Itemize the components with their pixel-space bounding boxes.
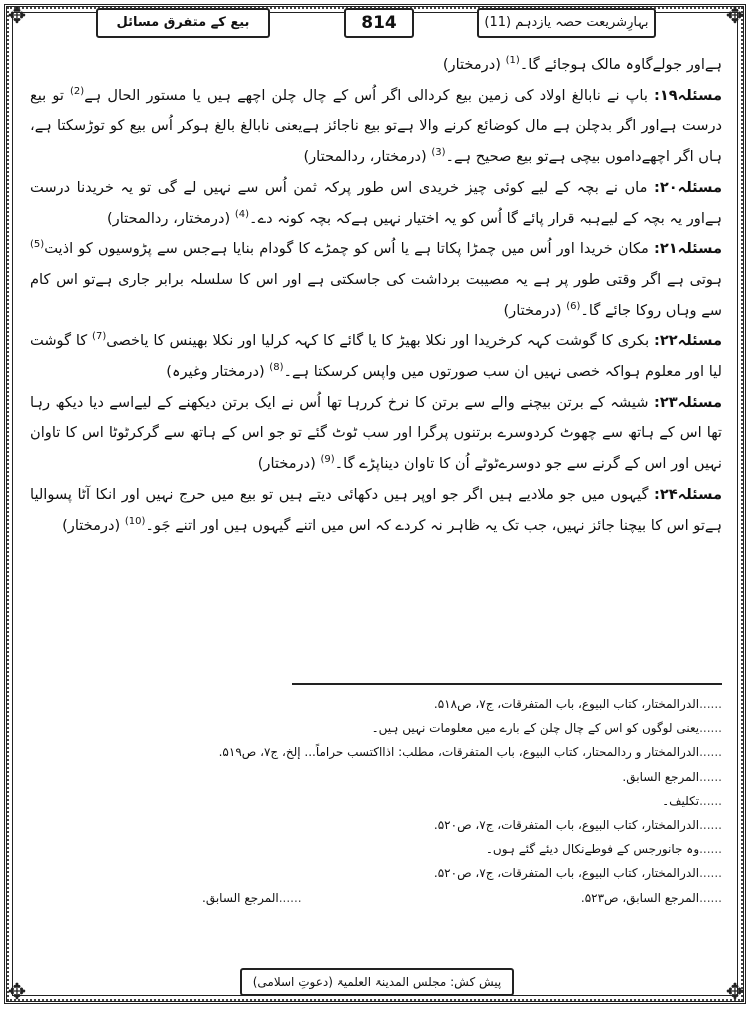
footnote: ......تکلیف۔ [662, 793, 722, 808]
footnote-row [202, 886, 722, 910]
corner-ornament-icon: ✥ [7, 4, 27, 29]
footnote-ref: (3) [431, 147, 446, 159]
corner-ornament-icon: ✥ [7, 980, 27, 1005]
masala-label: مسئلہ۲۲: [653, 332, 723, 350]
book-title: بہارِشریعت حصہ یازدہم (11) [477, 8, 656, 38]
source-citation: (درمختار) [62, 516, 121, 534]
paragraph-text: بکری کا گوشت کہہ کرخریدا اور نکلا بھیڑ کا یا گائے کا کہہ کرلیا اور نکلا بھینس کا یاخصی [106, 332, 650, 350]
main-text [30, 50, 722, 541]
masala-label: مسئلہ۲۴: [653, 485, 722, 503]
corner-ornament-icon: ✥ [725, 4, 745, 29]
publisher-footer: پیش کش: مجلس المدینۃ العلمیۃ (دعوتِ اسلامی) [240, 968, 514, 996]
footnote-ref: (10) [124, 515, 146, 527]
footnote-ref: (7) [92, 331, 107, 343]
masala-label: مسئلہ۲۱: [653, 240, 722, 258]
masala-19 [30, 81, 722, 173]
footnote: ......یعنی لوگوں کو اس کے چال چلن کے بارے میں معلومات نہیں ہیں۔ [371, 721, 722, 736]
page-header [96, 8, 656, 36]
footnote-ref: (6) [566, 300, 581, 312]
source-citation: (درمختار) [503, 301, 562, 319]
footnotes [40, 692, 722, 910]
paragraph-text: تو بیع درست ہےاور اگر بدچلن ہے مال کوضائع کرنے والا ہےتو بیع ناجائز ہےیعنی نابالغ بالغ ہوکر اُس بیع کو توڑسکتا ہے، ہاں اگر اچھےداموں بیچی ہےتو بیع صحیح ہے۔ [30, 86, 722, 166]
paragraph-text: مکان خریدا اور اُس میں چمڑا پکاتا ہے یا اُس کو چمڑے کا گودام بنایا ہےجس سے پڑوسیوں کو اذیت [44, 240, 649, 258]
footnote: ......المرجع السابق، ص۵۲۳. [580, 890, 722, 905]
masala-23 [30, 388, 722, 480]
masala-22 [30, 326, 722, 387]
source-citation: (درمختار وغیرہ) [166, 363, 265, 381]
footnote: ......الدرالمختار، کتاب البیوع، باب المتفرقات، ج۷، ص۵۲۰. [433, 818, 722, 833]
footnote-ref: (5) [30, 239, 45, 251]
footnote: ......الدرالمختار، کتاب البیوع، باب المتفرقات، ج۷، ص۵۱۸. [433, 697, 722, 711]
footnote-ref: (4) [234, 208, 250, 220]
footnote-ref: (9) [320, 454, 335, 466]
masala-20 [30, 173, 722, 234]
footnote: ......وہ جانورجس کے فوطےنکال دیئے گئے ہوں۔ [485, 842, 722, 857]
masala-label: مسئلہ۲۳: [653, 393, 723, 411]
footnote: ......الدرالمختار و ردالمحتار، کتاب البیوع، باب المتفرقات، مطلب: اذااکتسب حراماً... إلخ، ج۷، ص۵۱۹. [218, 745, 722, 760]
masala-label: مسئلہ۲۰: [653, 178, 723, 196]
masala-21 [30, 234, 722, 326]
footnote: ......المرجع السابق. [202, 890, 302, 905]
footnote: ......المرجع السابق. [622, 769, 722, 784]
source-citation: (درمختار) [257, 455, 316, 473]
paragraph-text: شیشہ کے برتن بیچنے والے سے برتن کا نرخ کررہا تھا اُس نے ایک برتن دیکھنے کے لیےاسے دیا دیکھ رہا تھا اس کے ہاتھ سے چھوٹ کردوسرے برتنوں پرگرا اور سب ٹوٹ گئے تو جو اس کے ہاتھ سے گرکرٹوٹا اس کا تاوان نہیں اور اس کے گرنے سے جو دوسرےٹوٹے اُن کا تاوان دیناپڑے گا۔ [30, 393, 722, 473]
paragraph-text: کا گوشت لیا اور معلوم ہواکہ خصی نہیں ان سب صورتوں میں واپس کرسکتا ہے۔ [30, 332, 722, 381]
corner-ornament-icon: ✥ [725, 980, 745, 1005]
paragraph-text: ہےاور جولےگاوہ مالک ہوجائے گا۔ [519, 56, 722, 73]
source-citation: (درمختار) [442, 56, 501, 73]
paragraph-text: باپ نے نابالغ اولاد کی زمین بیع کردالی اگر اُس کے چال چلن اچھے ہیں یا مستور الحال ہے [84, 86, 648, 104]
page-number: 814 [344, 8, 414, 38]
chapter-topic: بیع کے متفرق مسائل [96, 8, 270, 38]
footnote-divider [292, 683, 722, 685]
footnote: ......الدرالمختار، کتاب البیوع، باب المتفرقات، ج۷، ص۵۲۰. [433, 866, 722, 881]
paragraph-text: گیہوں میں جو ملادیے ہیں اگر جو اوپر ہیں دکھائی دیتے ہیں تو بیع میں حرج نہیں اور انکا آٹا پسوالیا ہےتو اس کا بیچنا جائز نہیں، جب تک یہ ظاہر نہ کردے کہ اس میں اتنے گیہوں ہیں اور اتنے جَو۔ [30, 485, 722, 534]
source-citation: (درمختار، ردالمحتار) [106, 209, 231, 227]
paragraph-text: ماں نے بچہ کے لیے کوئی چیز خریدی اس طور پرکہ ثمن اُس سے نہیں لے گی تو یہ خریدنا درست ہےاور یہ بچہ کے لیےہبہ قرار پائے گا اُس کو یہ اختیار نہیں ہےکہ بچہ کونہ دے۔ [30, 178, 722, 227]
masala-label: مسئلہ۱۹: [653, 86, 723, 104]
footnote-ref: (2) [70, 85, 85, 97]
footnote-ref: (1) [505, 55, 520, 67]
footnote-ref: (8) [269, 362, 284, 374]
masala-24 [30, 480, 722, 541]
source-citation: (درمختار، ردالمحتار) [303, 148, 427, 166]
paragraph-text: ہوتی ہے اگر وقتی طور پر ہے یہ مصیبت برداشت کی جاسکتی ہے اور اس کا سلسلہ برابر جاری ہےتو اس کام سے وہاں روکا جائے گا۔ [30, 270, 722, 319]
paragraph [30, 50, 722, 81]
